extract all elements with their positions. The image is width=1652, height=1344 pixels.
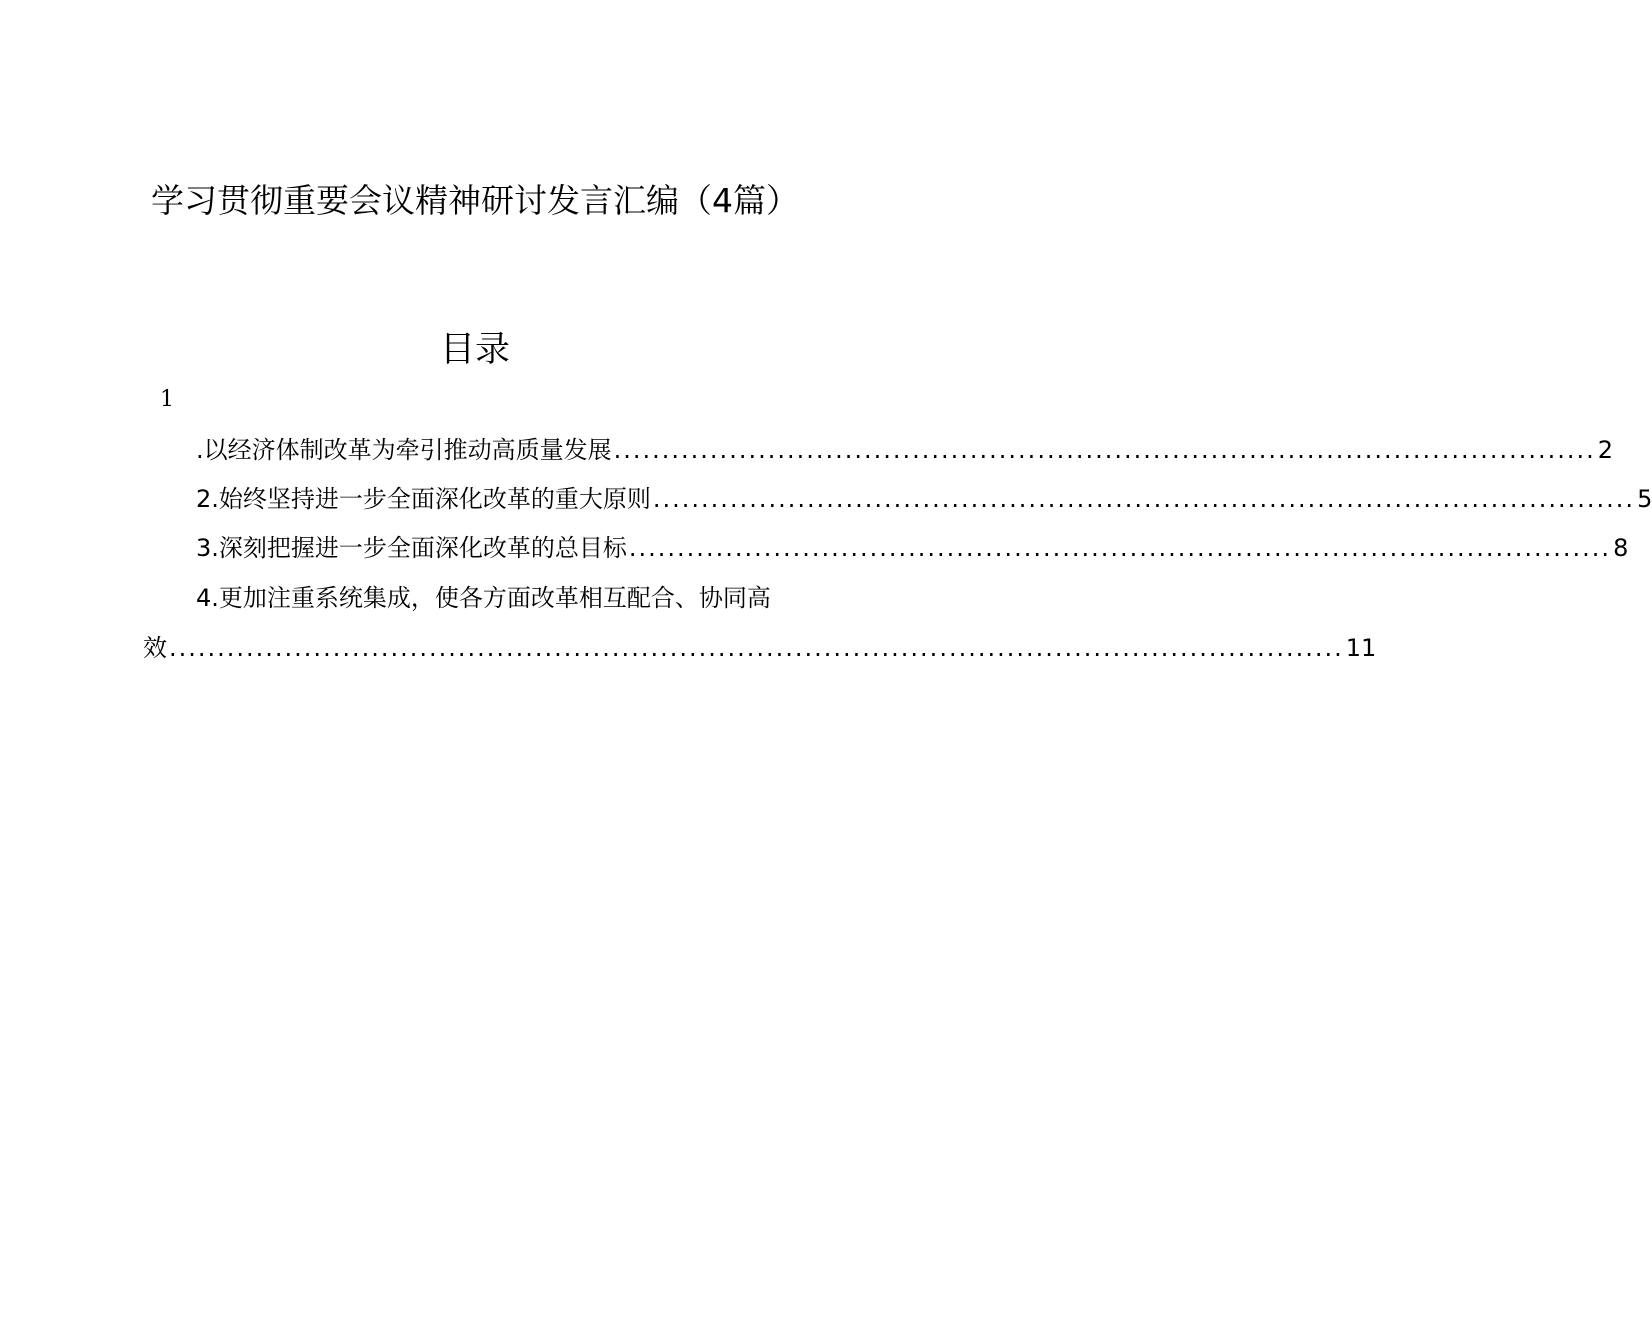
toc-heading: 目录 bbox=[439, 330, 510, 370]
toc-entry-text: 效 bbox=[143, 634, 167, 662]
toc-entry-text: 3.深刻把握进一步全面深化改革的总目标 bbox=[196, 534, 627, 562]
toc-page-number: 11 bbox=[1345, 634, 1377, 662]
toc-entry-3[interactable] bbox=[196, 528, 1629, 568]
toc-entry-2[interactable] bbox=[196, 479, 1652, 519]
toc-entry-4-line2[interactable] bbox=[143, 628, 1377, 668]
toc-entry-text: 2.始终坚持进一步全面深化改革的重大原则 bbox=[196, 485, 651, 513]
toc-entry-4-line1[interactable] bbox=[196, 578, 816, 618]
dot-leader: ...................................................................................................... bbox=[652, 485, 1636, 513]
dot-leader: .......................................................................................................................... bbox=[169, 634, 1344, 662]
document-title: 学习贯彻重要会议精神研讨发言汇编（4篇） bbox=[151, 181, 799, 220]
toc-page-number: 5 bbox=[1637, 485, 1652, 513]
toc-entry-text: .以经济体制改革为牵引推动高质量发展 bbox=[196, 436, 612, 464]
dot-leader: ...................................................................................................... bbox=[628, 534, 1612, 562]
dot-leader: ...................................................................................................... bbox=[613, 436, 1596, 464]
toc-entry-text: 4.更加注重系统集成，使各方面改革相互配合、协同高 bbox=[196, 584, 771, 612]
toc-page-number: 2 bbox=[1597, 436, 1614, 464]
stray-number: 1 bbox=[160, 387, 174, 412]
toc-page-number: 8 bbox=[1613, 534, 1629, 562]
toc-entry-1[interactable] bbox=[196, 430, 1614, 470]
